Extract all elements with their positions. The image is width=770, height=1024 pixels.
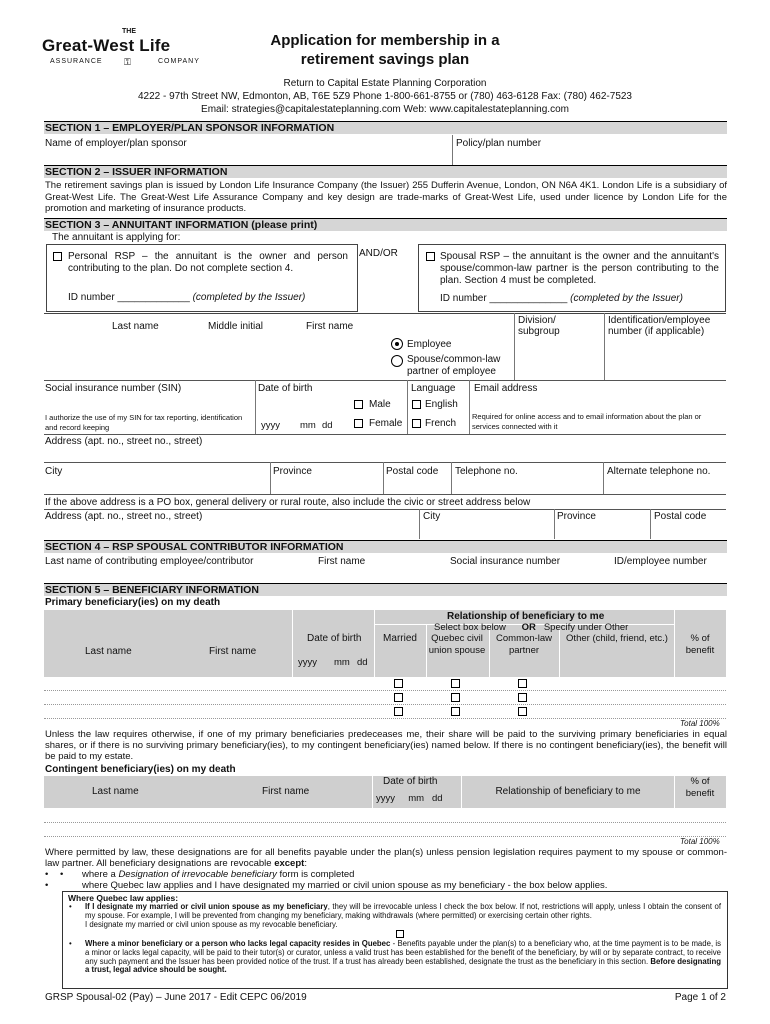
common-law-label: Common-law partner <box>496 633 552 656</box>
dob-mm: mm <box>300 420 316 431</box>
address-label: Address (apt. no., street no., street) <box>45 436 203 447</box>
phone-label: Telephone no. <box>455 466 518 477</box>
province2-label: Province <box>557 511 596 522</box>
first-name-label: First name <box>306 321 354 332</box>
employer-name-label: Name of employer/plan sponsor <box>45 138 187 149</box>
french-label: French <box>425 418 457 429</box>
married-checkbox-2[interactable] <box>394 693 403 702</box>
applying-label: The annuitant is applying for: <box>52 232 181 243</box>
logo-sub-right: COMPANY <box>158 58 200 65</box>
form-title-line2: retirement savings plan <box>300 51 470 68</box>
common-checkbox-2[interactable] <box>518 693 527 702</box>
english-label: English <box>425 399 458 410</box>
contingent-relationship-label: Relationship of beneficiary to me <box>495 786 641 797</box>
contingent-dob-fields: yyyy mm dd <box>376 793 443 804</box>
english-checkbox[interactable] <box>412 400 421 409</box>
section5-header: SECTION 5 – BENEFICIARY INFORMATION <box>44 583 727 596</box>
primary-dob-label: Date of birth <box>307 633 362 644</box>
email-label: Email address <box>474 383 538 394</box>
contingent-dob-label: Date of birth <box>383 776 438 787</box>
married-checkbox-1[interactable] <box>394 679 403 688</box>
primary-last-label: Last name <box>85 646 132 657</box>
revocable-spouse-checkbox[interactable] <box>396 930 404 938</box>
relationship-select-line: Select box below OR Specify under Other <box>434 622 629 633</box>
primary-dob-mm: mm <box>334 657 350 668</box>
quebec-checkbox-2[interactable] <box>451 693 460 702</box>
male-checkbox[interactable] <box>354 400 363 409</box>
married-label: Married <box>383 633 417 644</box>
andor-label: AND/OR <box>359 248 398 259</box>
employee-label: Employee <box>407 339 452 350</box>
contingent-last-label: Last name <box>92 786 139 797</box>
section4-header: SECTION 4 – RSP SPOUSAL CONTRIBUTOR INFORMATION <box>44 540 727 553</box>
primary-row-1[interactable] <box>44 678 292 690</box>
division-label: Division/ subgroup <box>518 315 560 337</box>
employee-radio[interactable] <box>391 338 403 350</box>
contributor-id-label: ID/employee number <box>614 556 707 567</box>
spouse-partner-radio[interactable] <box>391 355 403 367</box>
logo-sub-left: ASSURANCE <box>50 58 103 65</box>
policy-number-input[interactable] <box>454 150 726 164</box>
dob-dd: dd <box>322 420 333 431</box>
male-label: Male <box>369 399 391 410</box>
postal2-label: Postal code <box>654 511 707 522</box>
quebec-box-title: Where Quebec law applies: <box>68 893 179 903</box>
dob-yyyy: yyyy <box>261 420 280 431</box>
contributor-last-label: Last name of contributing employee/contributor <box>45 556 254 567</box>
last-name-label: Last name <box>112 321 159 332</box>
employer-name-input[interactable] <box>44 150 450 164</box>
spouse-partner-label: Spouse/common-law partner of employee <box>407 354 501 377</box>
contributor-sin-label: Social insurance number <box>450 556 561 567</box>
form-title-line1: Application for membership in a <box>270 32 500 49</box>
primary-dob-dd: dd <box>357 657 368 668</box>
bullet-irrevocable: where a Designation of irrevocable beneficiary form is completed <box>82 869 355 880</box>
primary-first-label: First name <box>209 646 257 657</box>
common-checkbox-3[interactable] <box>518 707 527 716</box>
spousal-rsp-checkbox[interactable] <box>426 252 435 261</box>
female-checkbox[interactable] <box>354 419 363 428</box>
relationship-title: Relationship of beneficiary to me <box>447 611 605 622</box>
contingent-pct-label: % of benefit <box>685 776 715 799</box>
postal-label: Postal code <box>386 466 439 477</box>
quebec-checkbox-1[interactable] <box>451 679 460 688</box>
section2-header: SECTION 2 – ISSUER INFORMATION <box>44 165 727 178</box>
idemp-label: Identification/employee number (if applicable) <box>608 315 711 337</box>
key-icon: ⚿ <box>124 57 131 67</box>
quebec-box-bullet2: • Where a minor beneficiary or a person who lacks legal capacity resides in Quebec - Benefits payable under the plan(s) to a beneficiary who, at the time payment is to be made, is a minor or lacks legal capacity, will be paid to their tutor(s) or curator, unless a valid trust has been established for the benefit of the beneficiary, by will or by separate contract, to receive any such payment and the Issuer has been provided notice of the trust. If a trust has already been established, designate the trust as the beneficiary in this section. Before designating a trust, legal advice should be sought. <box>69 939 721 975</box>
quebec-box-bullet1: • If I designate my married or civil union spouse as my beneficiary, they will be irrevocable unless I check the box below. If not, restrictions will apply, unless I obtain the consent of my spouse. For example, I will be prevented from changing my beneficiary, making withdrawals (where permitted) or exercising certain other rights. I designate my married or civil union spouse as my revocable beneficiary. <box>69 902 721 929</box>
city-label: City <box>45 466 63 477</box>
address2-label: Address (apt. no., street no., street) <box>45 511 203 522</box>
contingent-heading: Contingent beneficiary(ies) on my death <box>45 764 236 775</box>
alt-phone-label: Alternate telephone no. <box>607 466 711 477</box>
primary-total: Total 100% <box>680 719 720 728</box>
city2-label: City <box>423 511 441 522</box>
primary-beneficiary-heading: Primary beneficiary(ies) on my death <box>45 597 221 608</box>
where-paragraph: Where permitted by law, these designations are for all benefits payable under the plan(s) unless pension legislation requires payment to my spouse or common-law partner. All beneficiary designations are revocable except: <box>45 847 727 869</box>
quebec-label: Quebec civil union spouse <box>428 633 486 656</box>
language-label: Language <box>411 383 456 394</box>
footer-form-code: GRSP Spousal-02 (Pay) – June 2017 - Edit CEPC 06/2019 <box>45 992 307 1003</box>
return-line3: Email: strategies@capitalestateplanning.com Web: www.capitalestateplanning.com <box>201 104 569 115</box>
id-number-right: ID number ______________ (completed by the Issuer) <box>440 293 683 304</box>
contingent-total: Total 100% <box>680 837 720 846</box>
common-checkbox-1[interactable] <box>518 679 527 688</box>
company-logo <box>42 28 227 70</box>
sin-label: Social insurance number (SIN) <box>45 383 182 394</box>
middle-initial-label: Middle initial <box>208 321 264 332</box>
logo-the: THE <box>122 28 136 35</box>
return-line2: 4222 - 97th Street NW, Edmonton, AB, T6E 5Z9 Phone 1-800-661-8755 or (780) 463-6128 Fax: (780) 462-7523 <box>137 91 632 102</box>
married-checkbox-3[interactable] <box>394 707 403 716</box>
pct-label: % of benefit <box>685 633 715 656</box>
french-checkbox[interactable] <box>412 419 421 428</box>
province-label: Province <box>273 466 312 477</box>
personal-rsp-checkbox[interactable] <box>53 252 62 261</box>
email-note: Required for online access and to email information about the plan or services connected with it <box>472 412 702 431</box>
sin-authorize-text: I authorize the use of my SIN for tax reporting, identification and record keeping <box>45 413 243 432</box>
spousal-rsp-text: Spousal RSP – the annuitant is the owner and the annuitant's spouse/common-law partner is the person contributing to the plan. Section 4 must be completed. <box>440 251 719 286</box>
contributor-first-label: First name <box>318 556 366 567</box>
bullet-quebec: where Quebec law applies and I have designated my married or civil union spouse as my beneficiary - the box below applies. <box>82 880 608 891</box>
personal-rsp-text: Personal RSP – the annuitant is the owner and person contributing to the plan. Do not complete section 4. <box>68 251 348 274</box>
primary-dob-yyyy: yyyy <box>298 657 317 668</box>
return-line1: Return to Capital Estate Planning Corporation <box>283 78 487 89</box>
dob-label: Date of birth <box>258 383 313 394</box>
po-note: If the above address is a PO box, general delivery or rural route, also include the civic or street address below <box>45 497 531 508</box>
id-number-left: ID number _____________ (completed by the Issuer) <box>68 292 306 303</box>
annuitant-name-input[interactable] <box>44 336 384 380</box>
policy-number-label: Policy/plan number <box>456 138 542 149</box>
contingent-first-label: First name <box>262 786 310 797</box>
section1-header: SECTION 1 – EMPLOYER/PLAN SPONSOR INFORMATION <box>44 121 727 134</box>
issuer-text: The retirement savings plan is issued by London Life Insurance Company (the Issuer) 255 Dufferin Avenue, London, ON N6A 4K1. London Life is a subsidiary of Great-West Life. The Great-West Life Assurance Company and key design are trade-marks of Great-West Life, used under licence by London Life for the promotion and marketing of insurance products. <box>45 180 727 214</box>
section3-header: SECTION 3 – ANNUITANT INFORMATION (please print) <box>44 218 727 231</box>
footer-page-number: Page 1 of 2 <box>674 992 726 1003</box>
quebec-checkbox-3[interactable] <box>451 707 460 716</box>
contributor-input[interactable] <box>44 569 726 583</box>
logo-name: Great-West Life <box>42 36 171 55</box>
unless-paragraph: Unless the law requires otherwise, if one of my primary beneficiaries predeceases me, their share will be paid to the surviving primary beneficiaries in equal shares, or if there is no surviving primary beneficiary(ies), to my contingent beneficiary(ies) named below. If there is no contingent beneficiary(ies), the benefit will be paid to my estate. <box>45 729 727 762</box>
female-label: Female <box>369 418 403 429</box>
other-label: Other (child, friend, etc.) <box>566 633 668 644</box>
